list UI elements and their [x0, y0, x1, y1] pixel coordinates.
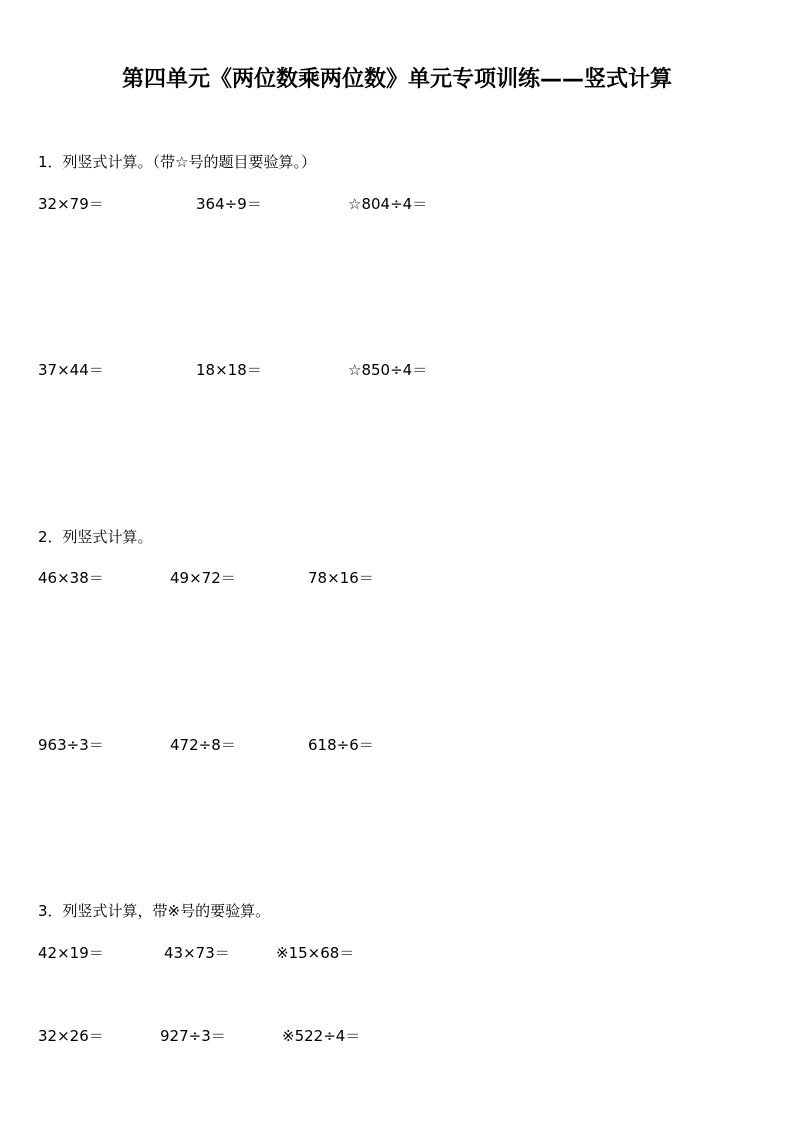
problem-1-2: 364÷9＝: [196, 195, 262, 213]
problem-3-3: ※15×68＝: [276, 944, 355, 962]
problem-3-4: 32×26＝: [38, 1027, 104, 1045]
problem-1-5: 18×18＝: [196, 361, 262, 379]
problem-3-2: 43×73＝: [164, 944, 230, 962]
problem-2-2: 49×72＝: [170, 569, 236, 587]
problem-1-3: ☆804÷4＝: [348, 195, 428, 213]
problem-3-6: ※522÷4＝: [282, 1027, 361, 1045]
problem-3-5: 927÷3＝: [160, 1027, 226, 1045]
problem-2-3: 78×16＝: [308, 569, 374, 587]
section-1-heading: 1．列竖式计算。（带☆号的题目要验算。）: [38, 153, 316, 171]
problem-3-1: 42×19＝: [38, 944, 104, 962]
page-title: 第四单元《两位数乘两位数》单元专项训练——竖式计算: [121, 67, 672, 92]
section-3-heading: 3．列竖式计算，带※号的要验算。: [38, 902, 271, 920]
problem-2-4: 963÷3＝: [38, 736, 104, 754]
problem-1-1: 32×79＝: [38, 195, 104, 213]
problem-2-1: 46×38＝: [38, 569, 104, 587]
section-2-heading: 2．列竖式计算。: [38, 528, 153, 546]
problem-2-6: 618÷6＝: [308, 736, 374, 754]
problem-1-4: 37×44＝: [38, 361, 104, 379]
problem-2-5: 472÷8＝: [170, 736, 236, 754]
problem-1-6: ☆850÷4＝: [348, 361, 428, 379]
